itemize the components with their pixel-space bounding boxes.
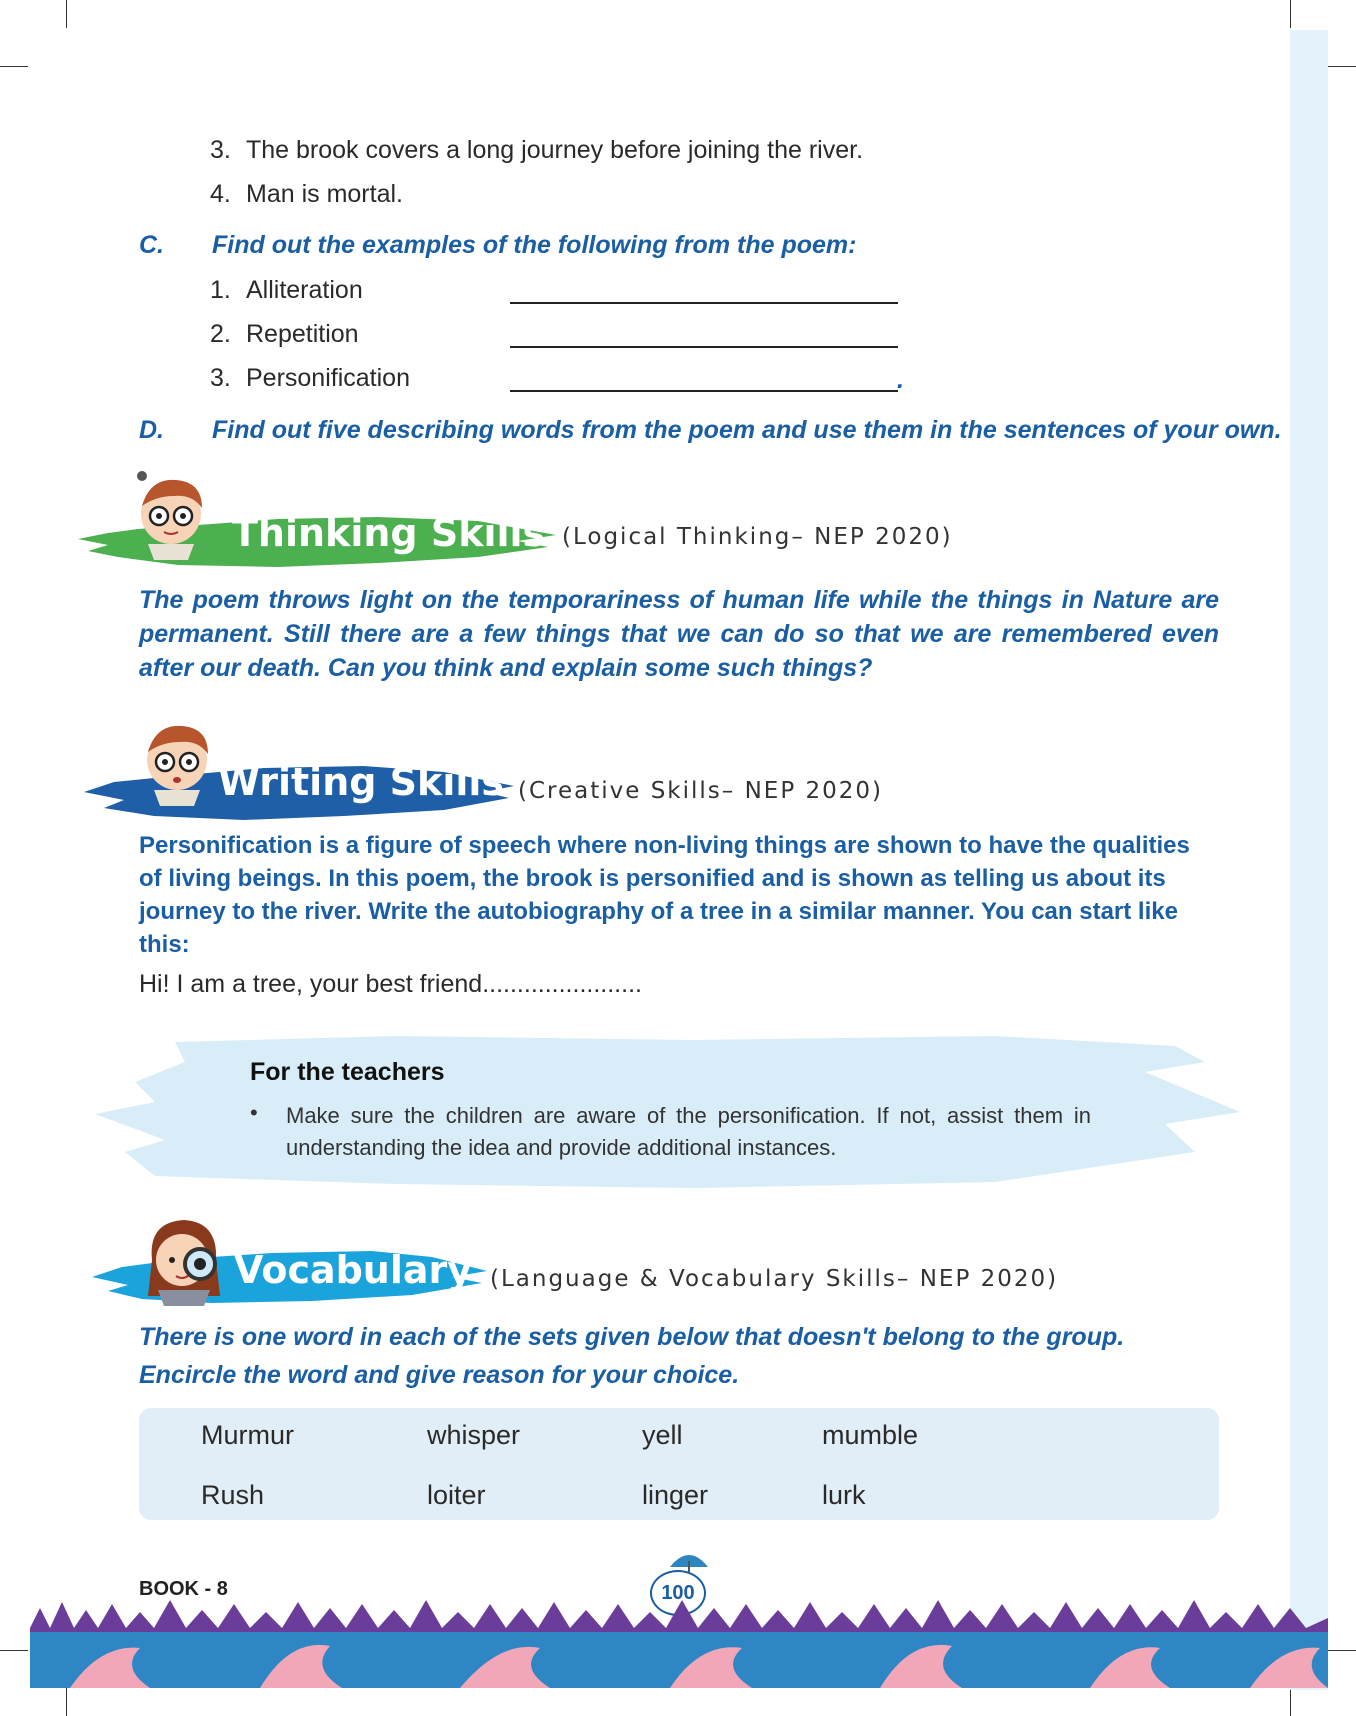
list-item [210,320,359,349]
writing-skills-body: Personification is a figure of speech where non-living things are shown to have the qualities of living beings. In this poem, the brook is personified and is shown as telling us about its journey to the river. Write the autobiography of a tree in a similar manner. You can start like this: [139,832,1190,958]
page-number: 100 [650,1570,706,1616]
blank-dot: . [897,366,904,394]
question-c-letter: C. [139,231,164,259]
vocab-word[interactable]: lurk [822,1480,866,1510]
list-text: Man is mortal. [246,180,403,208]
list-item [210,136,863,165]
crop-mark [1290,0,1291,28]
question-d-letter: D. [139,416,164,444]
vocab-word[interactable]: linger [642,1480,709,1510]
vocab-word[interactable]: yell [642,1420,683,1450]
vocabulary-tag: (Language & Vocabulary Skills– NEP 2020) [490,1266,1059,1292]
teacher-note-text: Make sure the children are aware of the personification. If not, assist them in understanding the idea and provide additional instances. [286,1103,1091,1160]
answer-blank[interactable] [510,390,898,392]
list-text: Alliteration [246,276,363,304]
crop-mark [0,1650,28,1651]
crop-mark [1328,1650,1356,1651]
book-label: BOOK - 8 [139,1578,228,1600]
list-text: Personification [246,364,410,392]
answer-blank[interactable] [510,346,898,348]
thinking-skills-tag: (Logical Thinking– NEP 2020) [562,524,953,550]
crop-mark [66,0,67,28]
list-item [210,276,363,305]
vocabulary-word-table [139,1408,1219,1520]
vocab-word[interactable]: loiter [427,1480,486,1510]
boy-glasses-icon [136,716,218,806]
crop-mark [66,1688,67,1716]
crop-mark [0,66,28,67]
vocab-word[interactable]: Rush [201,1480,265,1510]
footer-landscape-illustration [30,1588,1328,1688]
list-text: The brook covers a long journey before joining the river. [246,136,864,164]
vocabulary-title: Vocabulary [234,1248,473,1292]
crop-mark [1328,66,1356,67]
list-number: 2. [210,320,231,348]
vocab-word[interactable]: mumble [822,1420,919,1450]
crop-mark [1290,1688,1291,1716]
list-item [210,180,403,209]
girl-magnifier-icon [138,1210,234,1306]
list-number: 3. [210,136,231,164]
writing-skills-tag: (Creative Skills– NEP 2020) [518,778,884,804]
question-d-text: Find out five describing words from the poem and use them in the sentences of your own. [212,416,1282,444]
list-number: 3. [210,364,231,392]
list-number: 1. [210,276,231,304]
page-edge-strip [1290,30,1328,1690]
list-text: Repetition [246,320,359,348]
list-number: 4. [210,180,231,208]
writing-starter: Hi! I am a tree, your best friend....................... [139,970,642,998]
thinking-skills-title: Thinking Skills [232,511,546,555]
list-item [210,364,410,393]
teacher-note-heading: For the teachers [250,1058,445,1086]
vocab-word[interactable]: Murmur [201,1420,294,1450]
vocabulary-instruction: There is one word in each of the sets given below that doesn't belong to the group. Encircle the word and give reason for your choice. [139,1323,1125,1389]
boy-glasses-icon [130,470,212,560]
writing-skills-title: Writing Skills [218,760,505,804]
thinking-skills-body: The poem throws light on the temporariness of human life while the things in Nature are permanent. Still there are a few things that we can do so that we are remembered even after our death. Can you think and explain some such things? [139,586,1219,682]
vocab-word[interactable]: whisper [427,1420,521,1450]
answer-blank[interactable] [510,302,898,304]
question-c-text: Find out the examples of the following from the poem: [212,231,857,259]
teacher-note-bullet: • [250,1100,258,1125]
